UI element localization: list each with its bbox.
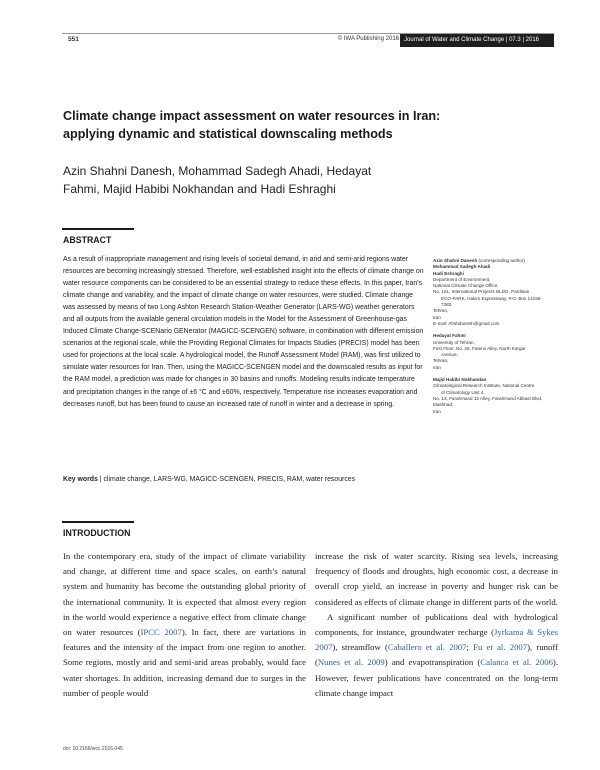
- citation-link[interactable]: Nunes et al. 2009: [317, 657, 385, 668]
- journal-banner: Journal of Water and Climate Change | 07.3 | 2016: [400, 34, 554, 47]
- journal-name: Journal of Water and Climate Change: [404, 37, 505, 43]
- address-line: of Climatology Unit 4,: [441, 389, 485, 395]
- address-line: Avenue,: [441, 352, 458, 358]
- address-line: Mashhad,: [433, 402, 454, 408]
- paragraph: A significant number of publications deal with hydrological components, for instance, groundwater recharge (Jyrkama & Sykes 2007), streamflow (Caballero et al. 2007; Fu et al. 2007), runoff (Nunes et al. 2009) and evapotranspiration (Calanca et al. 2006). However, fewer publications have concentrated on the long-term climate change impact: [315, 611, 558, 698]
- address-line: First Floor, No. 28, Fatemi Alley, North Kargar: [433, 345, 526, 351]
- doi[interactable]: doi: 10.2166/wcc.2016.045: [63, 746, 123, 752]
- citation-link[interactable]: Caballero et al. 2007: [387, 642, 467, 653]
- citation-link[interactable]: IPCC 2007: [140, 627, 182, 638]
- journal-year: 2016: [525, 37, 540, 43]
- author-name: Azin Shahni Danesh: [433, 258, 478, 263]
- address-line: Department of Environment,: [433, 276, 491, 282]
- affiliations: [433, 258, 558, 421]
- citation-link[interactable]: Jyrkama & Sykes 2007: [315, 627, 558, 653]
- abstract-heading: ABSTRACT: [63, 235, 112, 245]
- email-address[interactable]: E-mail: Ahshdanesh@gmail.com: [433, 320, 500, 326]
- address-line: 7383,: [441, 302, 453, 308]
- volume-issue: 07.3: [509, 37, 521, 43]
- keywords: [63, 476, 433, 483]
- address-line: Tehran,: [433, 308, 449, 314]
- address-line: Climatological Research Institute, National Centre: [433, 383, 535, 389]
- address-line: No. 13, Farahmand 12 Alley, Farahmand Abbasi Blvd,: [433, 395, 543, 401]
- author-name: Hedayat Fahmi: [433, 333, 466, 339]
- paragraph: increase the risk of water scarcity. Rising sea levels, increasing frequency of floods and droughts, high economic cost, a decrease in overall crop yield, an increase in poverty and hunger risk can be considered as effects of climate change in different parts of the world.: [315, 551, 558, 607]
- abstract-text: As a result of inappropriate management and rising levels of societal demand, in arid and semi-arid regions water resources are becoming increasingly stressed. Therefore, well-established insight into the effects of climate change on water resource components can be considered to be an essential strategy to reduce these effects. In this paper, Iran’s climate change and variability, and the impact of climate change on water resources, were studied. Climate change was assessed by means of two Long Ashton Research Station-Weather Generator (LARS-WG) weather generators and all outputs from the available general circulation models in the Model for the Assessment of Greenhouse-gas Induced Climate Change-SCENario GENerator (MAGICC-SCENGEN) software, in combination with different emission scenarios at the regional scale, while the Providing Regional Climates for Impacts Studies (PRECIS) model has been used for projections at the local scale. A hydrological model, the Runoff Assessment Model (RAM), was first utilized to simulate water resources for Iran. Then, using the MAGICC-SCENGEN model and the downscaled results as input for the RAM model, a prediction was made for changes in 30 basins and runoffs. Modeling results indicate temperature and precipitation changes in the range of ±6 °C and ±60%, respectively. Temperature rise increases evaporation and decreases runoff, but has been found to cause an increased rate of runoff in winter and a decrease in spring.: [63, 256, 424, 408]
- paragraph: In the contemporary era, study of the impact of climate variability and change, at different time and space scales, on earth’s natural system and humanity has become the outstanding global priority of the international community. It is expected that almost every region in the world would experience a negative effect from climate change on water resources (IPCC 2007). In fact, there are variations in features and the intensity of the impact from one region to another. Some regions, mostly arid and semi-arid areas probably, would face water shortages. In addition, increasing demand due to surges in the number of people would: [63, 551, 306, 698]
- address-line: Iran: [433, 364, 441, 370]
- citation-link[interactable]: Fu et al. 2007: [473, 642, 528, 653]
- affiliation-block: [433, 258, 558, 327]
- citation-link[interactable]: Calanca et al. 2006: [480, 657, 553, 668]
- address-line: No. 161, International Projects BLDG, Pardisan: [433, 289, 530, 295]
- author-name: Majid Habibi Nokhandan: [433, 377, 487, 383]
- affiliation-block: [433, 333, 558, 371]
- article-title: Climate change impact assessment on water resources in Iran: applying dynamic and statistical downscaling methods: [63, 109, 441, 142]
- address-line: ECO-PARK, Hakim Expressway, P.O. Box 14155-: [441, 295, 542, 301]
- keywords-list: | climate change, LARS-WG, MAGICC-SCENGEN, PRECIS, RAM, water resources: [99, 476, 356, 483]
- address-line: Iran: [433, 408, 441, 414]
- address-line: University of Tehran,: [433, 339, 475, 345]
- copyright-notice: © IWA Publishing 2016: [337, 36, 399, 42]
- running-header: [62, 33, 554, 48]
- author-name: Hadi Eshraghi: [433, 270, 464, 276]
- section-rule: [62, 521, 134, 523]
- page-number: 551: [68, 36, 79, 43]
- body-column-right: [315, 549, 558, 701]
- body-column-left: [63, 549, 306, 701]
- affiliation-block: [433, 377, 558, 415]
- author-list: Azin Shahni Danesh, Mohammad Sadegh Ahadi, Hedayat Fahmi, Majid Habibi Nokhandan and Hadi Eshraghi: [63, 164, 372, 196]
- address-line: Tehran,: [433, 358, 449, 364]
- introduction-heading: INTRODUCTION: [63, 528, 131, 538]
- address-line: Iran: [433, 314, 441, 320]
- address-line: National Climate Change Office,: [433, 283, 499, 289]
- section-rule: [62, 228, 134, 230]
- keywords-label: Key words: [63, 476, 98, 483]
- author-name: Mohammad Sadegh Ahadi: [433, 264, 491, 270]
- corresponding-note: (corresponding author): [477, 258, 525, 263]
